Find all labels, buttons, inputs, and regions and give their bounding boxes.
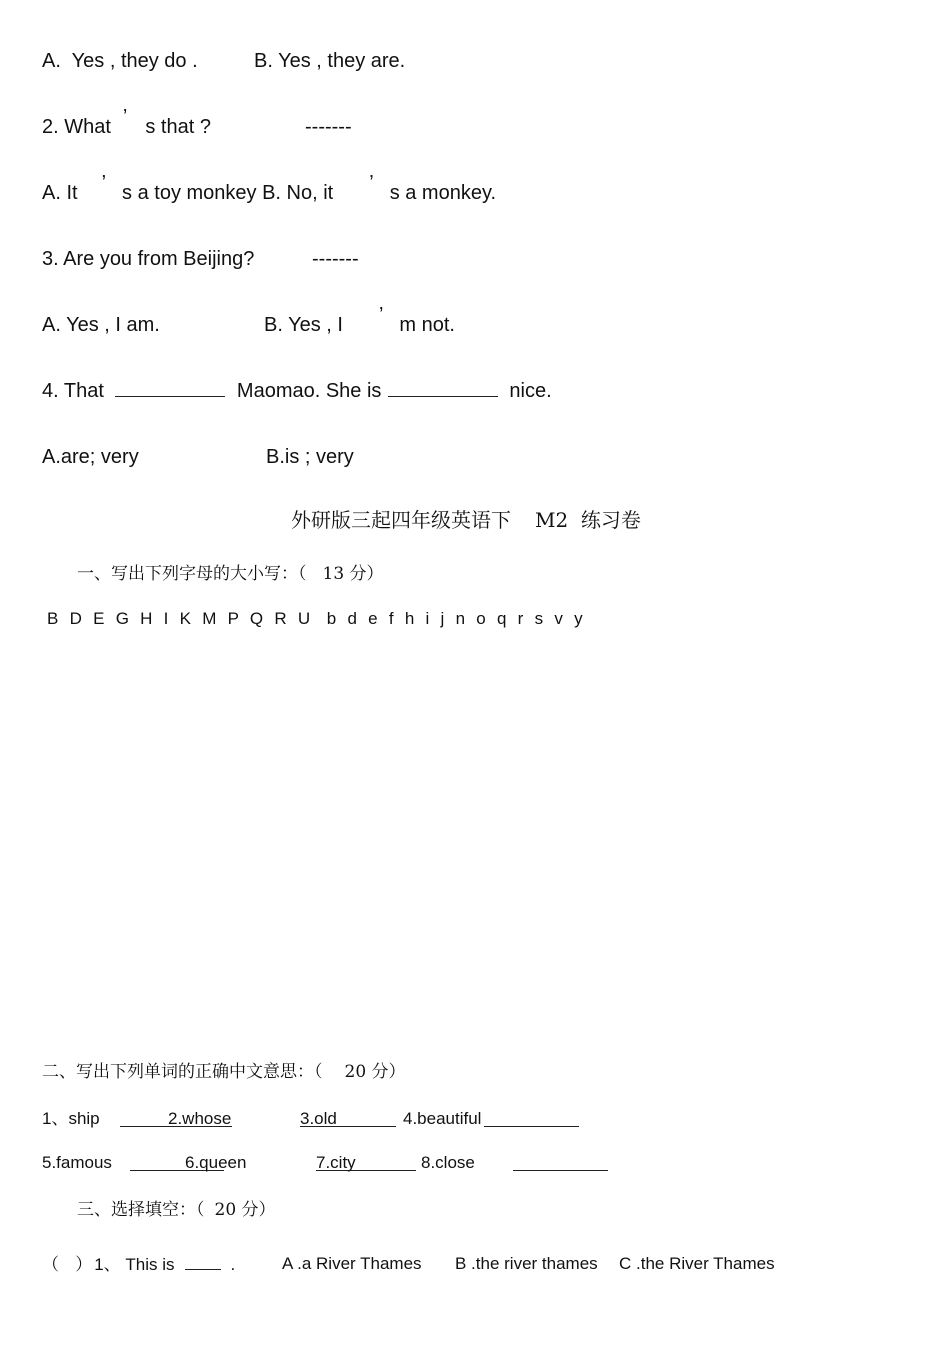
word-ship: 1、ship <box>42 1109 100 1128</box>
title-text: 外研版三起四年级英语下 <box>291 508 511 532</box>
word-whose: 2.whose <box>168 1109 232 1128</box>
q2-text-end: s that ? <box>145 116 211 138</box>
apostrophe: ’ <box>122 106 128 128</box>
apostrophe: ’ <box>369 172 374 194</box>
answer-blank-close[interactable] <box>513 1152 608 1171</box>
answer-blank-beautiful[interactable] <box>484 1108 579 1127</box>
apostrophe: ’ <box>101 172 107 194</box>
q4-text-3: nice. <box>509 380 552 402</box>
word-old: 3.old <box>300 1109 337 1128</box>
section1-score: 13 分） <box>322 564 384 584</box>
q3-option-a: A. Yes , I am. <box>42 314 160 336</box>
word-famous: 5.famous <box>42 1153 112 1172</box>
mc1-blank[interactable] <box>185 1253 221 1270</box>
q4-question <box>42 378 552 403</box>
mc1-option-c: C .the River Thames <box>619 1254 775 1273</box>
q2-options <box>42 172 497 205</box>
q4-blank-1[interactable] <box>115 378 225 397</box>
q3-option-b <box>264 304 455 337</box>
word-queen: 6.queen <box>185 1153 247 1172</box>
mc1-answer-paren[interactable]: （ ） <box>42 1255 93 1275</box>
q3-answer-dash: ------- <box>312 248 359 270</box>
q1-option-a: A. Yes , they do . <box>42 50 198 72</box>
word-beautiful: 4.beautiful <box>403 1109 482 1128</box>
q4-option-a: A.are; very <box>42 446 139 468</box>
q2-text-start: 2. What <box>42 116 111 138</box>
section2-score: 20 分） <box>344 1062 406 1082</box>
word-city: 7.city <box>316 1153 356 1172</box>
section1-heading <box>77 563 384 585</box>
q3-option-b-end: m not. <box>399 314 455 336</box>
word-close: 8.close <box>421 1153 475 1172</box>
q2-option-b-end: s a monkey. <box>389 182 497 204</box>
apostrophe: ’ <box>378 304 384 326</box>
mc1-option-b: B .the river thames <box>455 1254 598 1273</box>
q3-option-b-start: B. Yes , I <box>264 314 343 336</box>
section3-score: 20 分） <box>214 1200 276 1220</box>
letters-list: B D E G H I K M P Q R U b d e f h i j n o q r s v y <box>47 609 584 628</box>
q2-option-text: s a toy monkey B. No, it <box>122 182 334 204</box>
mc1-question <box>42 1253 235 1276</box>
section3-heading <box>77 1199 276 1221</box>
q2-question <box>42 106 211 139</box>
mc1-option-a: A .a River Thames <box>282 1254 422 1273</box>
q2-option-a-start: A. It <box>42 182 78 204</box>
q1-option-b: B. Yes , they are. <box>254 50 406 72</box>
section3-heading-text: 三、选择填空：（ <box>77 1200 205 1220</box>
mc1-dot: . <box>230 1255 236 1274</box>
q4-text-1: 4. That <box>42 380 104 402</box>
q2-answer-dash: ------- <box>305 116 352 138</box>
q3-question: 3. Are you from Beijing? <box>42 248 255 270</box>
title-code: M2 练习卷 <box>535 508 641 532</box>
q4-blank-2[interactable] <box>388 378 498 397</box>
q4-text-2: Maomao. She is <box>236 380 382 402</box>
section1-heading-text: 一、写出下列字母的大小写：（ <box>77 564 307 584</box>
q4-option-b: B.is ; very <box>266 446 354 468</box>
worksheet-title <box>291 508 641 532</box>
section2-heading-text: 二、写出下列单词的正确中文意思：（ <box>42 1062 323 1082</box>
mc1-stem: 1、 This is <box>94 1255 175 1274</box>
section2-heading <box>42 1061 406 1083</box>
